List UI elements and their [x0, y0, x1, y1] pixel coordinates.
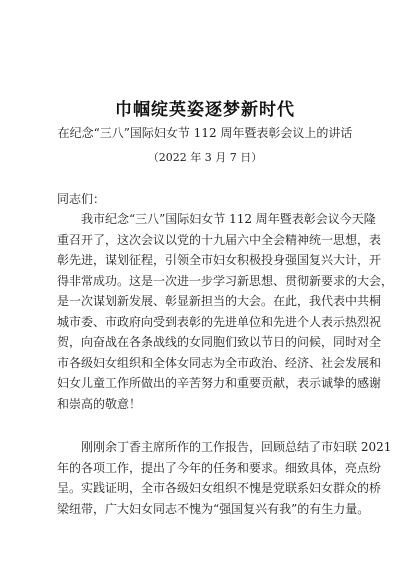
- paragraph-line: 是一次谋划新发展、彰显新担当的大会。在此，我代表中共桐: [57, 294, 382, 308]
- paragraph-line: 城市委、市政府向受到表彰的先进单位和先进个人表示热烈祝: [57, 314, 382, 329]
- paragraph-line: 梁纽带，广大妇女同志不愧为“强国复兴有我”的有生力量。: [57, 501, 370, 516]
- paragraph-line: 妇女儿童工作所做出的辛苦努力和重要贡献，表示诚挚的感谢: [57, 376, 382, 390]
- paragraph-line: 贺，向奋战在各条战线的女同胞们致以节日的问候，同时对全: [57, 335, 382, 349]
- document-title: 巾帼绽英姿逐梦新时代: [115, 100, 295, 120]
- paragraph-line: 彰先进，谋划征程，引领全市妇女积极投身强国复兴大计，开: [57, 253, 382, 267]
- paragraph-line: 年的各项工作，提出了今年的任务和要求。细致具体，亮点纷: [57, 460, 382, 475]
- paragraph-line: 呈。实践证明，全市各级妇女组织不愧是党联系妇女群众的桥: [57, 481, 382, 495]
- paragraph-2: [57, 437, 392, 519]
- paragraph-1: [57, 209, 394, 414]
- paragraph-line: 得非常成功。这是一次进一步学习新思想、贯彻新要求的大会，: [57, 273, 394, 288]
- paragraph-line: 重召开了，这次会议以党的十九届六中全会精神统一思想，表: [57, 232, 382, 247]
- document-subtitle: 在纪念“三八”国际妇女节 112 周年暨表彰会议上的讲话: [57, 126, 353, 140]
- document-date: （2022 年 3 月 7 日）: [147, 151, 263, 164]
- paragraph-line: 刚刚余丁香主席所作的工作报告，回顾总结了市妇联 2021: [57, 440, 392, 454]
- paragraph-line: 和崇高的敬意！: [57, 396, 142, 411]
- greeting: 同志们：: [57, 192, 106, 206]
- paragraph-line: 市各级妇女组织和全体女同志为全市政治、经济、社会发展和: [57, 355, 382, 370]
- paragraph-line: 我市纪念“三八”国际妇女节 112 周年暨表彰会议今天隆: [57, 212, 376, 226]
